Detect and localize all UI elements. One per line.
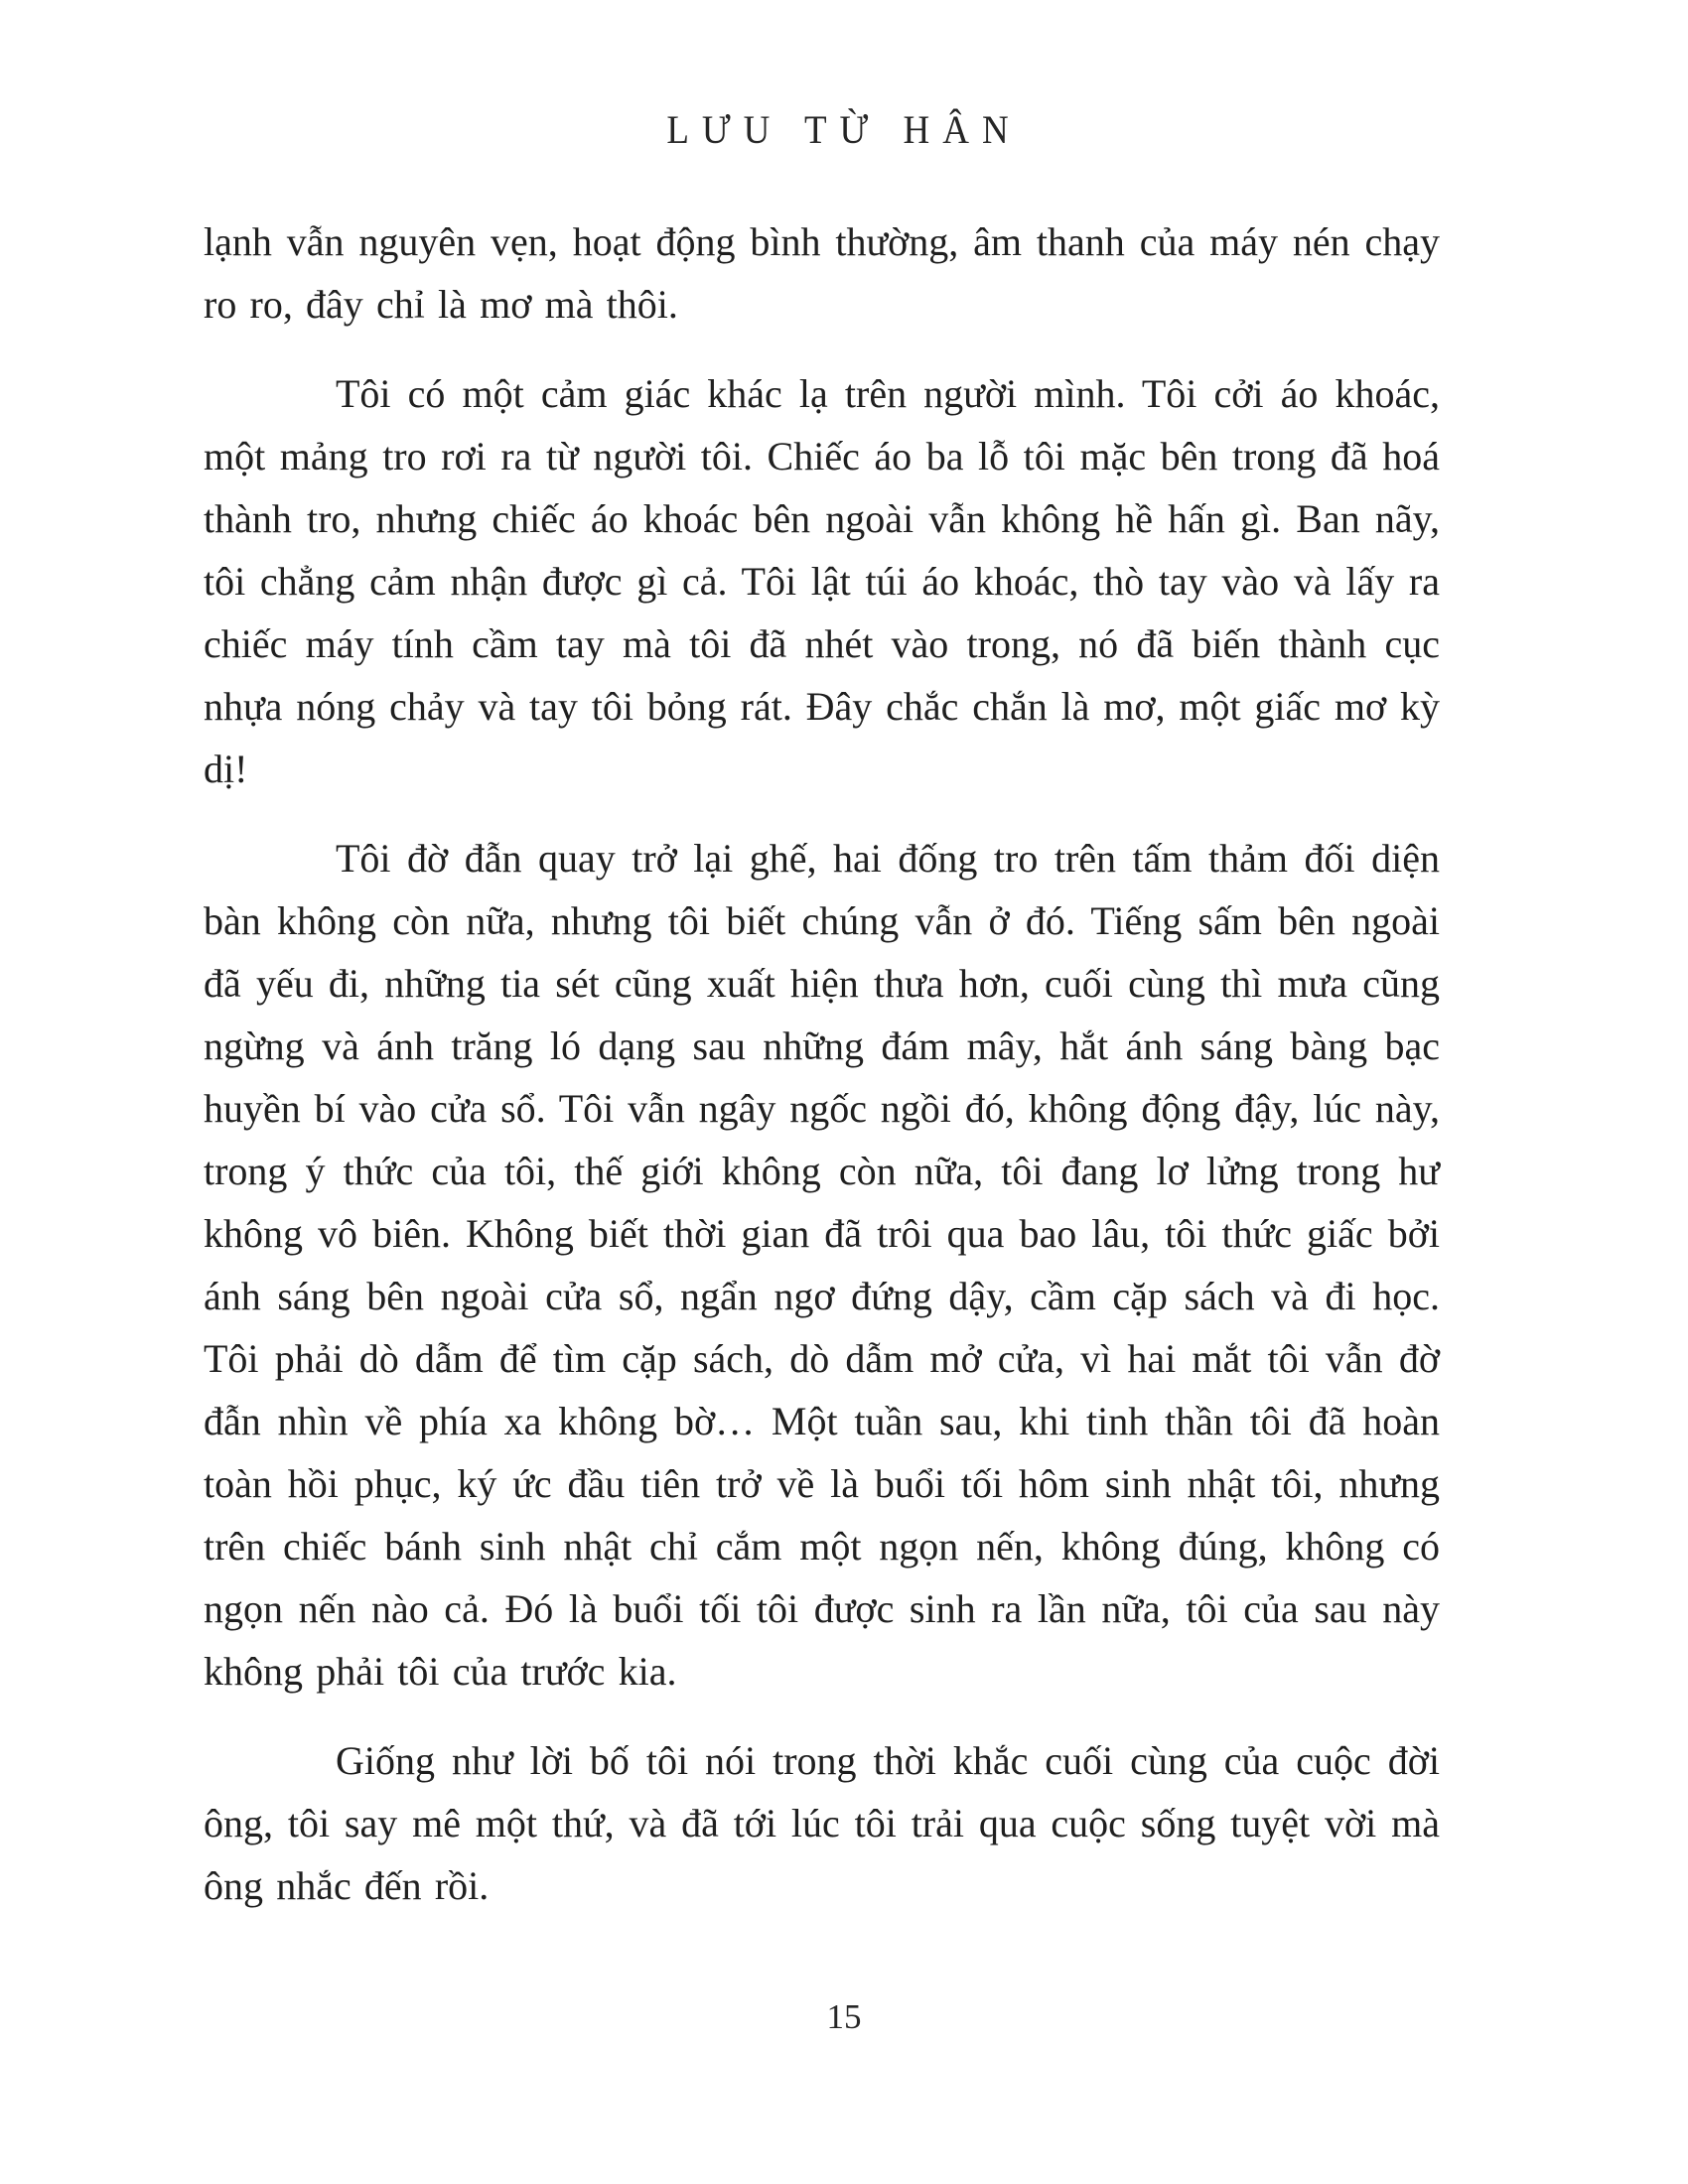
body-text [204,210,1440,1944]
paragraph: Tôi đờ đẫn quay trở lại ghế, hai đống tro trên tấm thảm đối diện bàn không còn nữa, nhưng tôi biết chúng vẫn ở đó. Tiếng sấm bên ngoài đã yếu đi, những tia sét cũng xuất hiện thưa hơn, cuối cùng thì mưa cũng ngừng và ánh trăng ló dạng sau những đám mây, hắt ánh sáng bàng bạc huyền bí vào cửa sổ. Tôi vẫn ngây ngốc ngồi đó, không động đậy, lúc này, trong ý thức của tôi, thế giới không còn nữa, tôi đang lơ lửng trong hư không vô biên. Không biết thời gian đã trôi qua bao lâu, tôi thức giấc bởi ánh sáng bên ngoài cửa sổ, ngẩn ngơ đứng dậy, cầm cặp sách và đi học. Tôi phải dò dẫm để tìm cặp sách, dò dẫm mở cửa, vì hai mắt tôi vẫn đờ đẫn nhìn về phía xa không bờ… Một tuần sau, khi tinh thần tôi đã hoàn toàn hồi phục, ký ức đầu tiên trở về là buổi tối hôm sinh nhật tôi, nhưng trên chiếc bánh sinh nhật chỉ cắm một ngọn nến, không đúng, không có ngọn nến nào cả. Đó là buổi tối tôi được sinh ra lần nữa, tôi của sau này không phải tôi của trước kia. [204,836,1440,1694]
paragraph: lạnh vẫn nguyên vẹn, hoạt động bình thường, âm thanh của máy nén chạy ro ro, đây chỉ là mơ mà thôi. [204,219,1440,327]
paragraph: Tôi có một cảm giác khác lạ trên người mình. Tôi cởi áo khoác, một mảng tro rơi ra từ người tôi. Chiếc áo ba lỗ tôi mặc bên trong đã hoá thành tro, nhưng chiếc áo khoác bên ngoài vẫn không hề hấn gì. Ban nãy, tôi chẳng cảm nhận được gì cả. Tôi lật túi áo khoác, thò tay vào và lấy ra chiếc máy tính cầm tay mà tôi đã nhét vào trong, nó đã biến thành cục nhựa nóng chảy và tay tôi bỏng rát. Đây chắc chắn là mơ, một giấc mơ kỳ dị! [204,371,1440,791]
running-header-author: LƯU TỪ HÂN [666,108,1022,153]
paragraph: Giống như lời bố tôi nói trong thời khắc cuối cùng của cuộc đời ông, tôi say mê một thứ, và đã tới lúc tôi trải qua cuộc sống tuyệt vời mà ông nhắc đến rồi. [204,1738,1440,1908]
page-number: 15 [826,1997,862,2036]
